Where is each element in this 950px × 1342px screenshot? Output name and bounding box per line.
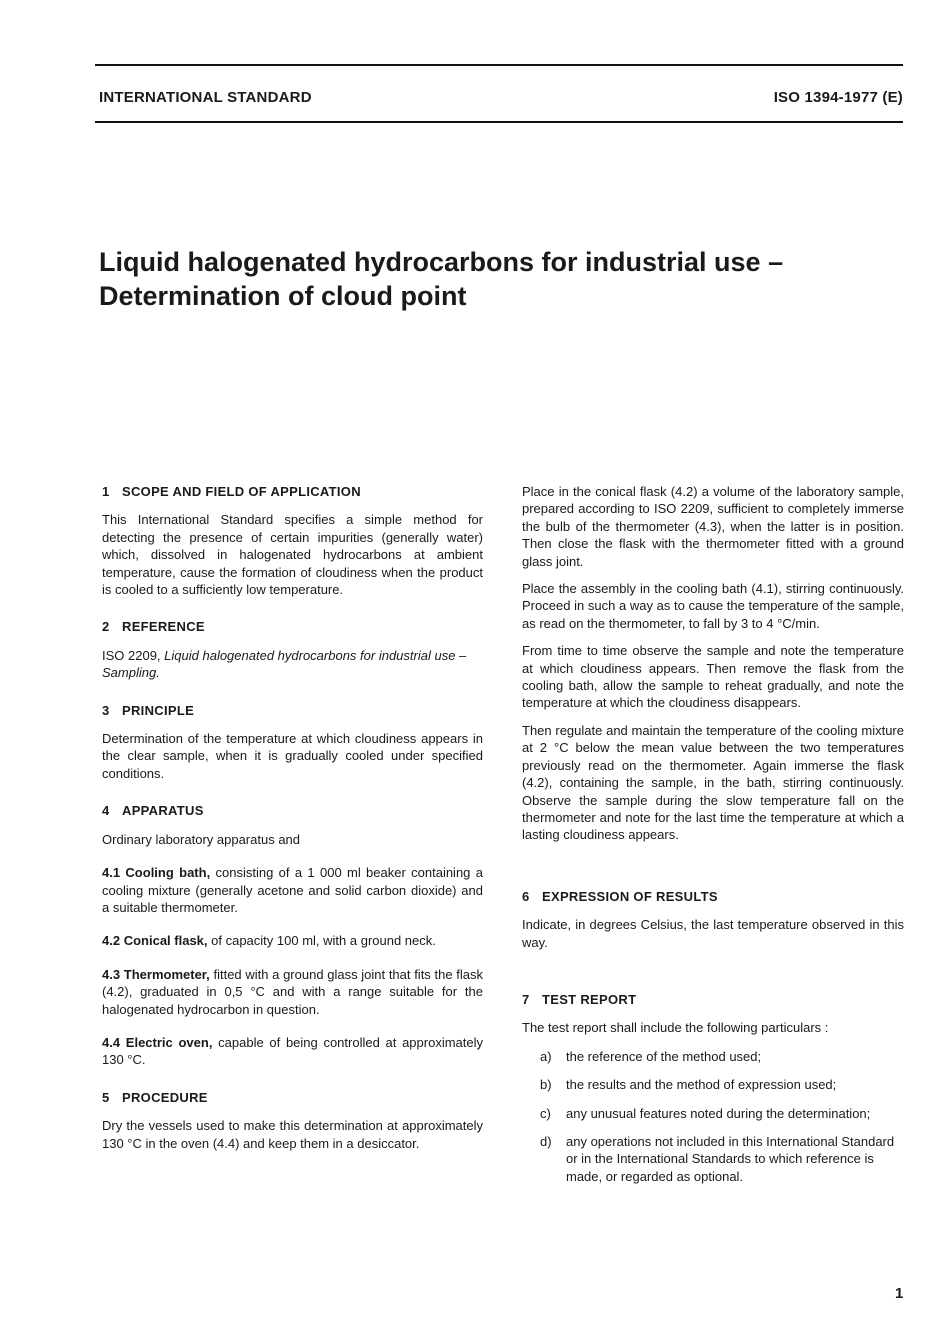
right-column (522, 483, 904, 1185)
page-number: 1 (895, 1285, 904, 1302)
title-line-1: Liquid halogenated hydrocarbons for industrial use – (99, 247, 784, 277)
report-item-d: d) any operations not included in this International Standard or in the International Standards to which reference is made, or regarded as optional. (540, 1133, 895, 1184)
apparatus-item-4-1: 4.1 Cooling bath, consisting of a 1 000 ml beaker containing a cooling mixture (generally acetone and solid carbon dioxide) and a suitable thermometer. (102, 865, 483, 915)
apparatus-item-4-3: 4.3 Thermometer, fitted with a ground glass joint that fits the flask (4.2), graduated in 0,5 °C and with a range suitable for the halogenated hydrocarbon in question. (102, 966, 483, 1017)
section-6-heading: 6 EXPRESSION OF RESULTS (522, 888, 718, 904)
section-2-heading: 2 REFERENCE (102, 619, 205, 635)
section-7-heading: 7 TEST REPORT (522, 991, 637, 1007)
section-1-text: This International Standard specifies a simple method for detecting the presence of certain impurities (generally water) which, dissolved in halogenated hydrocarbons at ambient temperature, cause the formation of cloudiness when the product is cooled to a sufficiently low temperature. (102, 512, 483, 598)
section-5-heading: 5 PROCEDURE (102, 1089, 208, 1105)
section-7-intro: The test report shall include the following particulars : (522, 1020, 829, 1036)
apparatus-item-4-4: 4.4 Electric oven, capable of being controlled at approximately 130 °C. (102, 1034, 483, 1068)
procedure-paragraph-5: Then regulate and maintain the temperature of the cooling mixture at 2 °C below the mean value between the two temperatures previously read on the thermometer. Again immerse the flask (4.2), containing the sample, in the bath, stirring continuously. Observe the sample during the slow temperature fall on the thermometer and note for the last time the temperature at which a lasting cloudiness appears. (522, 722, 904, 843)
section-4-heading: 4 APPARATUS (102, 803, 204, 819)
procedure-paragraph-2: Place in the conical flask (4.2) a volume of the laboratory sample, prepared according to ISO 2209, sufficient to completely immerse the bulb of the thermometer (4.3), when the latter is in position. Then close the flask with the thermometer fitted with a ground glass joint. (522, 484, 904, 569)
procedure-paragraph-1: Dry the vessels used to make this determination at approximately 130 °C in the oven (4.4) and keep them in a desiccator. (102, 1118, 483, 1151)
left-column (102, 483, 483, 1152)
apparatus-item-4-2: 4.2 Conical flask, of capacity 100 ml, with a ground neck. (102, 933, 436, 949)
standard-number: ISO 1394-1977 (E) (773, 89, 903, 106)
section-6-text: Indicate, in degrees Celsius, the last temperature observed in this way. (522, 917, 904, 950)
reference-title: Liquid halogenated hydrocarbons for industrial use – Sampling. (102, 647, 467, 681)
header-rule-top (95, 64, 903, 66)
document-title (99, 245, 889, 313)
title-line-2: Determination of cloud point (99, 281, 467, 311)
report-item-a: a) the reference of the method used; (540, 1048, 762, 1064)
procedure-paragraph-3: Place the assembly in the cooling bath (4.1), stirring continuously. Proceed in such a way as to cause the temperature of the sample, as read on the thermometer, to fall by 3 to 4 °C/min. (522, 581, 904, 631)
procedure-paragraph-4: From time to time observe the sample and note the temperature at which cloudiness appears. Then remove the flask from the cooling bath, allow the sample to reheat gradually, and note the temperature at which the cloudiness disappears. (522, 643, 904, 711)
section-2-text (102, 647, 483, 682)
section-3-heading: 3 PRINCIPLE (102, 702, 195, 718)
section-4-intro: Ordinary laboratory apparatus and (102, 831, 301, 847)
report-item-c: c) any unusual features noted during the determination; (540, 1105, 871, 1121)
section-1-heading: 1 SCOPE AND FIELD OF APPLICATION (102, 484, 361, 499)
section-3-text: Determination of the temperature at which cloudiness appears in the clear sample, when it is gradually cooled under specified conditions. (102, 731, 483, 781)
header-rule-bottom (95, 121, 903, 123)
reference-number: ISO 2209, (102, 647, 161, 663)
standard-type: INTERNATIONAL STANDARD (99, 89, 312, 106)
report-item-b: b) the results and the method of expression used; (540, 1077, 837, 1093)
